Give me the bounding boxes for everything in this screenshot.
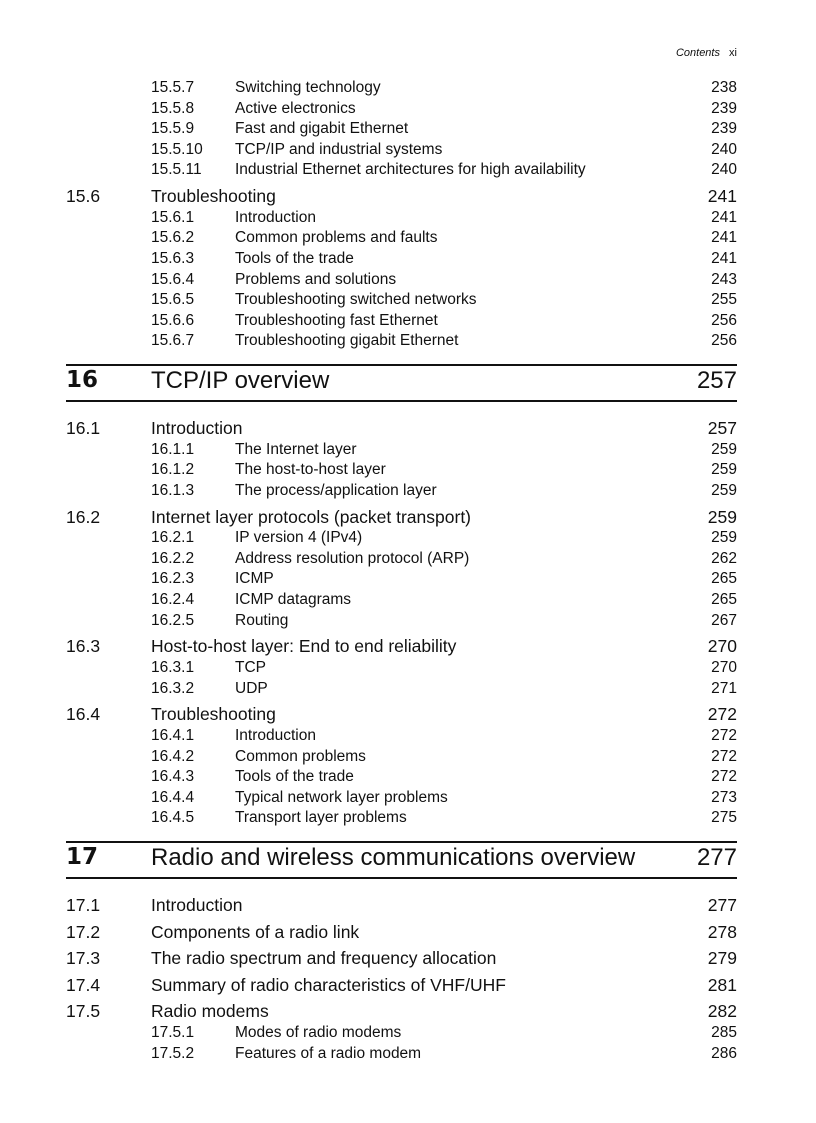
- entry-title: Troubleshooting fast Ethernet: [235, 311, 438, 329]
- entry-number: 17: [66, 844, 99, 871]
- entry-page: 277: [707, 895, 737, 916]
- entry-title: Fast and gigabit Ethernet: [235, 120, 409, 138]
- toc-subsection-entry: [66, 312, 737, 333]
- toc-subsection-entry: [66, 1045, 737, 1066]
- toc-section-entry: [66, 997, 737, 1024]
- entry-number: 15.6.4: [151, 270, 195, 288]
- entry-page: 262: [711, 549, 737, 567]
- entry-number: 16.3: [66, 636, 101, 657]
- entry-title: The process/application layer: [235, 481, 437, 499]
- toc-section-entry: [66, 918, 737, 945]
- entry-title: Troubleshooting switched networks: [235, 291, 477, 309]
- entry-number: 16.4: [66, 704, 101, 725]
- entry-number: 16.2.3: [151, 570, 195, 588]
- entry-title: Features of a radio modem: [235, 1044, 422, 1062]
- toc-subsection-entry: [66, 1024, 737, 1045]
- entry-title: Introduction: [235, 208, 316, 226]
- entry-title: Address resolution protocol (ARP): [235, 549, 470, 567]
- entry-page: 259: [711, 440, 737, 458]
- entry-title: Components of a radio link: [151, 921, 360, 942]
- toc-subsection-entry: [66, 482, 737, 503]
- toc-section-entry: [66, 700, 737, 727]
- entry-page: 270: [711, 659, 737, 677]
- entry-title: Introduction: [151, 417, 243, 438]
- entry-page: 259: [707, 506, 737, 527]
- toc-subsection-entry: [66, 209, 737, 230]
- entry-number: 15.5.11: [151, 161, 202, 179]
- toc-subsection-entry: [66, 79, 737, 100]
- entry-number: 17.5.2: [151, 1044, 195, 1062]
- toc-subsection-entry: [66, 141, 737, 162]
- entry-page: 241: [711, 208, 737, 226]
- entry-number: 15.6.3: [151, 249, 195, 267]
- toc-subsection-entry: [66, 680, 737, 701]
- entry-page: 271: [711, 679, 737, 697]
- entry-title: Radio and wireless communications overview: [151, 844, 636, 872]
- entry-number: 16.4.5: [151, 809, 195, 827]
- entry-number: 17.4: [66, 974, 101, 995]
- entry-number: 16.4.4: [151, 788, 195, 806]
- toc-subsection-entry: [66, 591, 737, 612]
- entry-title: TCP/IP overview: [151, 366, 330, 394]
- toc-subsection-entry: [66, 250, 737, 271]
- entry-page: 265: [711, 570, 737, 588]
- entry-number: 16.4.2: [151, 747, 195, 765]
- entry-page: 239: [711, 99, 737, 117]
- entry-title: UDP: [235, 679, 268, 697]
- entry-title: Host-to-host layer: End to end reliability: [151, 636, 457, 657]
- toc-subsection-entry: [66, 748, 737, 769]
- entry-page: 272: [711, 727, 737, 745]
- entry-page: 243: [711, 270, 737, 288]
- entry-page: 272: [711, 747, 737, 765]
- toc-chapter-heading: [66, 364, 737, 402]
- entry-title: The radio spectrum and frequency allocation: [151, 948, 497, 969]
- entry-page: 256: [711, 311, 737, 329]
- entry-title: TCP: [235, 659, 266, 677]
- toc-subsection-entry: [66, 271, 737, 292]
- entry-page: 259: [711, 481, 737, 499]
- toc-subsection-entry: [66, 570, 737, 591]
- toc-subsection-entry: [66, 441, 737, 462]
- entry-title: Routing: [235, 611, 289, 629]
- entry-title: ICMP datagrams: [235, 591, 352, 609]
- entry-number: 17.1: [66, 895, 101, 916]
- entry-page: 265: [711, 591, 737, 609]
- entry-title: Troubleshooting gigabit Ethernet: [235, 332, 459, 350]
- entry-number: 15.6.7: [151, 332, 195, 350]
- entry-number: 15.6: [66, 185, 101, 206]
- entry-title: IP version 4 (IPv4): [235, 529, 363, 547]
- toc-subsection-entry: [66, 100, 737, 121]
- entry-number: 16: [66, 366, 99, 393]
- header-label: Contents: [675, 47, 720, 59]
- entry-title: ICMP: [235, 570, 274, 588]
- entry-number: 15.6.6: [151, 311, 195, 329]
- entry-title: Troubleshooting: [151, 704, 276, 725]
- entry-title: Summary of radio characteristics of VHF/UHF: [151, 974, 506, 995]
- header-page-number: xi: [729, 47, 737, 59]
- entry-page: 239: [711, 120, 737, 138]
- toc-subsection-entry: [66, 332, 737, 353]
- toc-section-entry: [66, 414, 737, 441]
- toc-section-entry: [66, 632, 737, 659]
- entry-number: 16.2.1: [151, 529, 195, 547]
- entry-title: Transport layer problems: [235, 809, 407, 827]
- entry-page: 259: [711, 461, 737, 479]
- entry-page: 240: [711, 161, 737, 179]
- entry-page: 277: [696, 844, 737, 872]
- entry-page: 285: [711, 1024, 737, 1042]
- toc-subsection-entry: [66, 659, 737, 680]
- entry-title: Problems and solutions: [235, 270, 397, 288]
- entry-page: 273: [711, 788, 737, 806]
- toc-subsection-entry: [66, 529, 737, 550]
- entry-title: Radio modems: [151, 1001, 269, 1022]
- toc-subsection-entry: [66, 229, 737, 250]
- entry-title: Tools of the trade: [235, 249, 354, 267]
- entry-page: 286: [711, 1044, 737, 1062]
- toc-section-entry: [66, 891, 737, 918]
- entry-title: The Internet layer: [235, 440, 357, 458]
- toc-subsection-entry: [66, 550, 737, 571]
- entry-title: Typical network layer problems: [235, 788, 448, 806]
- entry-page: 256: [711, 332, 737, 350]
- toc-subsection-entry: [66, 768, 737, 789]
- entry-number: 16.1.2: [151, 461, 195, 479]
- toc-section-entry: [66, 971, 737, 998]
- entry-title: Switching technology: [235, 79, 381, 96]
- entry-page: 272: [711, 768, 737, 786]
- toc-chapter-heading: [66, 841, 737, 879]
- entry-page: 241: [707, 185, 737, 206]
- toc-subsection-entry: [66, 789, 737, 810]
- entry-number: 15.5.9: [151, 120, 195, 138]
- entry-title: Common problems: [235, 747, 366, 765]
- entry-title: TCP/IP and industrial systems: [235, 140, 443, 158]
- entry-number: 16.2: [66, 506, 101, 527]
- entry-number: 17.5: [66, 1001, 101, 1022]
- entry-number: 17.2: [66, 921, 101, 942]
- toc-subsection-entry: [66, 291, 737, 312]
- entry-number: 16.4.1: [151, 727, 195, 745]
- entry-number: 16.2.2: [151, 549, 195, 567]
- toc-section-entry: [66, 944, 737, 971]
- entry-number: 16.3.1: [151, 659, 195, 677]
- entry-title: Troubleshooting: [151, 185, 276, 206]
- entry-title: Introduction: [235, 727, 316, 745]
- entry-number: 15.6.2: [151, 229, 195, 247]
- entry-number: 15.5.8: [151, 99, 195, 117]
- entry-number: 17.3: [66, 948, 101, 969]
- entry-number: 16.4.3: [151, 768, 195, 786]
- entry-title: Common problems and faults: [235, 229, 438, 247]
- entry-title: Tools of the trade: [235, 768, 354, 786]
- entry-number: 16.2.5: [151, 611, 195, 629]
- entry-title: Internet layer protocols (packet transport): [151, 506, 472, 527]
- entry-number: 17.5.1: [151, 1024, 195, 1042]
- entry-page: 267: [711, 611, 737, 629]
- entry-page: 238: [711, 79, 737, 96]
- toc-subsection-entry: [66, 809, 737, 830]
- entry-number: 15.6.1: [151, 208, 195, 226]
- entry-number: 16.3.2: [151, 679, 195, 697]
- toc-subsection-entry: [66, 161, 737, 182]
- entry-page: 282: [707, 1001, 737, 1022]
- entry-page: 270: [707, 636, 737, 657]
- entry-page: 241: [711, 229, 737, 247]
- entry-page: 281: [707, 974, 737, 995]
- entry-page: 257: [696, 366, 737, 394]
- entry-title: Active electronics: [235, 99, 356, 117]
- entry-page: 279: [707, 948, 737, 969]
- entry-page: 259: [711, 529, 737, 547]
- entry-number: 15.6.5: [151, 291, 195, 309]
- entry-number: 16.1.1: [151, 440, 195, 458]
- entry-number: 15.5.7: [151, 79, 195, 96]
- entry-page: 241: [711, 249, 737, 267]
- entry-title: Industrial Ethernet architectures for high availability: [235, 161, 586, 179]
- entry-page: 272: [707, 704, 737, 725]
- entry-page: 255: [711, 291, 737, 309]
- toc-subsection-entry: [66, 612, 737, 633]
- entry-page: 278: [707, 921, 737, 942]
- toc-section-entry: [66, 182, 737, 209]
- toc-subsection-entry: [66, 727, 737, 748]
- entry-number: 16.1.3: [151, 481, 195, 499]
- toc-subsection-entry: [66, 120, 737, 141]
- entry-number: 15.5.10: [151, 140, 203, 158]
- entry-title: Modes of radio modems: [235, 1024, 402, 1042]
- toc-subsection-entry: [66, 461, 737, 482]
- entry-page: 275: [711, 809, 737, 827]
- entry-page: 240: [711, 140, 737, 158]
- entry-number: 16.1: [66, 417, 101, 438]
- table-of-contents: [66, 79, 737, 1065]
- entry-page: 257: [707, 417, 737, 438]
- entry-title: The host-to-host layer: [235, 461, 386, 479]
- running-header: [676, 47, 737, 59]
- toc-section-entry: [66, 503, 737, 530]
- entry-number: 16.2.4: [151, 591, 195, 609]
- entry-title: Introduction: [151, 895, 243, 916]
